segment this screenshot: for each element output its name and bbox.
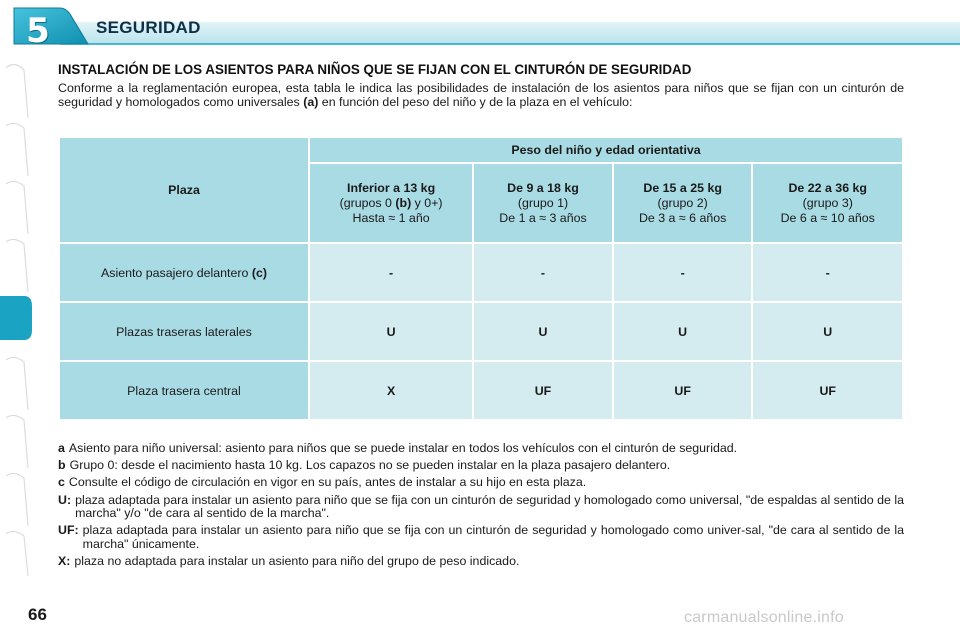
corner-header: Plaza bbox=[60, 138, 308, 242]
watermark: carmanualsonline.info bbox=[684, 609, 844, 626]
table-cell: - bbox=[614, 244, 752, 301]
table-cell: - bbox=[753, 244, 902, 301]
table-cell: U bbox=[474, 303, 612, 360]
row-label: Plaza trasera central bbox=[60, 362, 308, 419]
table-row bbox=[60, 244, 902, 301]
footnote-c: c Consulte el código de circulación en vigor en su país, antes de instalar a su hijo en esta plaza. bbox=[58, 475, 587, 490]
chapter-side-tabs bbox=[0, 60, 44, 580]
table-cell: U bbox=[614, 303, 752, 360]
table-cell: - bbox=[310, 244, 472, 301]
column-header: De 15 a 25 kg (grupo 2) De 3 a ≈ 6 años bbox=[614, 164, 752, 242]
table-row bbox=[60, 362, 902, 419]
footnote-a: a Asiento para niño universal: asiento para niños que se puede instalar en todos los vehículos con el cinturón de seguridad. bbox=[58, 441, 738, 455]
table-cell: U bbox=[753, 303, 902, 360]
chapter-number: 5 bbox=[26, 11, 50, 51]
legend-uf: UF: plaza adaptada para instalar un asiento para niño que se fija con un cinturón de seguridad y homologado como univer-sal, "de cara al sentido de la marcha" únicamente. bbox=[58, 523, 904, 551]
footnotes bbox=[58, 442, 904, 572]
intro-footnote-ref: (a) bbox=[303, 94, 319, 109]
table-cell: UF bbox=[753, 362, 902, 419]
active-chapter-tab bbox=[0, 296, 32, 340]
page-number: 66 bbox=[28, 605, 47, 624]
row-label: Asiento pasajero delantero (c) bbox=[60, 244, 308, 301]
column-header: Inferior a 13 kg (grupos 0 (b) y 0+) Hasta ≈ 1 año bbox=[310, 164, 472, 242]
table-cell: X bbox=[310, 362, 472, 419]
section-title: INSTALACIÓN DE LOS ASIENTOS PARA NIÑOS QUE SE FIJAN CON EL CINTURÓN DE SEGURIDAD bbox=[58, 62, 692, 77]
legend-x: X: plaza no adaptada para instalar un asiento para niño del grupo de peso indicado. bbox=[58, 554, 520, 569]
weight-group-header: Peso del niño y edad orientativa bbox=[310, 138, 902, 162]
table-cell: UF bbox=[614, 362, 752, 419]
chapter-title: SEGURIDAD bbox=[96, 18, 201, 37]
footnote-b: b Grupo 0: desde el nacimiento hasta 10 kg. Los capazos no se pueden instalar en la plaza pasajero delantero. bbox=[58, 458, 671, 473]
table-row bbox=[60, 303, 902, 360]
row-label: Plazas traseras laterales bbox=[60, 303, 308, 360]
table-cell: U bbox=[310, 303, 472, 360]
table-cell: - bbox=[474, 244, 612, 301]
column-header: De 22 a 36 kg (grupo 3) De 6 a ≈ 10 años bbox=[753, 164, 902, 242]
column-header: De 9 a 18 kg (grupo 1) De 1 a ≈ 3 años bbox=[474, 164, 612, 242]
chapter-header bbox=[0, 0, 960, 52]
intro-paragraph: Conforme a la reglamentación europea, esta tabla le indica las posibilidades de instalación de los asientos para niños que se fijan con un cinturón de seguridad y homologados como universales (a) en función del peso del niño y de la plaza en el vehículo: bbox=[58, 81, 904, 109]
child-seat-table bbox=[58, 136, 904, 421]
legend-u: U: plaza adaptada para instalar un asiento para niño que se fija con un cinturón de seguridad y homologado como universal, "de espaldas al sentido de la marcha" y/o "de cara al sentido de la marcha". bbox=[58, 492, 904, 521]
table-cell: UF bbox=[474, 362, 612, 419]
